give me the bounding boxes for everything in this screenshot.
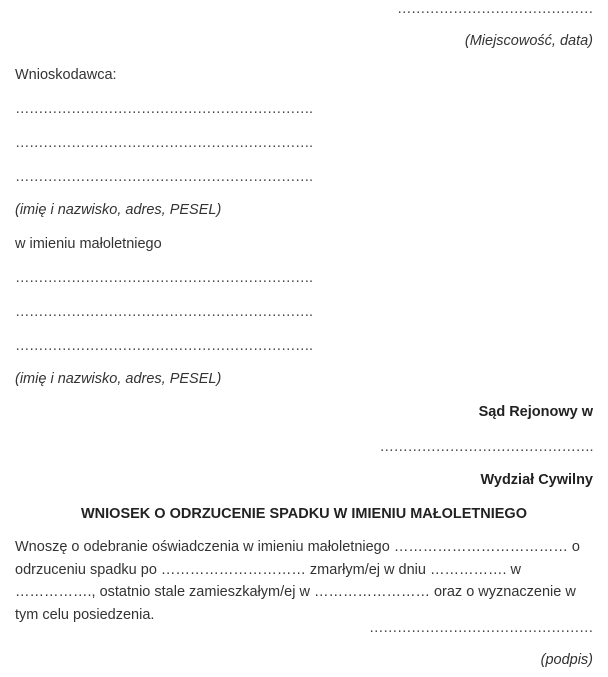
- applicant-line-2: ……………………………………………………….: [15, 135, 313, 151]
- request-body: Wnoszę o odebranie oświadczenia w imieniu małoletniego ……………………………… o odrzuceniu spadku po ………………………… zmarłym/ej w dniu ……………. w ……………., ostatnio stale zamieszkałym/ej w …………………… oraz o wyznaczenie w tym celu posiedzenia.: [15, 539, 580, 623]
- signature-dots: …………………………………………: [369, 620, 593, 636]
- court-name: Sąd Rejonowy w: [478, 404, 593, 420]
- court-division: Wydział Cywilny: [480, 472, 593, 488]
- minor-hint: (imię i nazwisko, adres, PESEL): [15, 371, 222, 387]
- applicant-heading: Wnioskodawca:: [15, 67, 117, 83]
- minor-line-2: ……………………………………………………….: [15, 304, 313, 320]
- applicant-line-1: ……………………………………………………….: [15, 101, 313, 117]
- place-date-label: (Miejscowość, data): [464, 33, 593, 49]
- applicant-hint: (imię i nazwisko, adres, PESEL): [15, 202, 222, 218]
- minor-heading: w imieniu małoletniego: [15, 236, 162, 252]
- signature-label: (podpis): [540, 652, 593, 668]
- document-title: WNIOSEK O ODRZUCENIE SPADKU W IMIENIU MAŁOLETNIEGO: [80, 506, 527, 522]
- minor-line-3: ……………………………………………………….: [15, 338, 313, 354]
- court-dots: ……………………………………….: [379, 439, 593, 455]
- applicant-line-3: ……………………………………………………….: [15, 169, 313, 185]
- place-date-dots: ……………………………………: [397, 1, 593, 17]
- minor-line-1: ……………………………………………………….: [15, 270, 313, 286]
